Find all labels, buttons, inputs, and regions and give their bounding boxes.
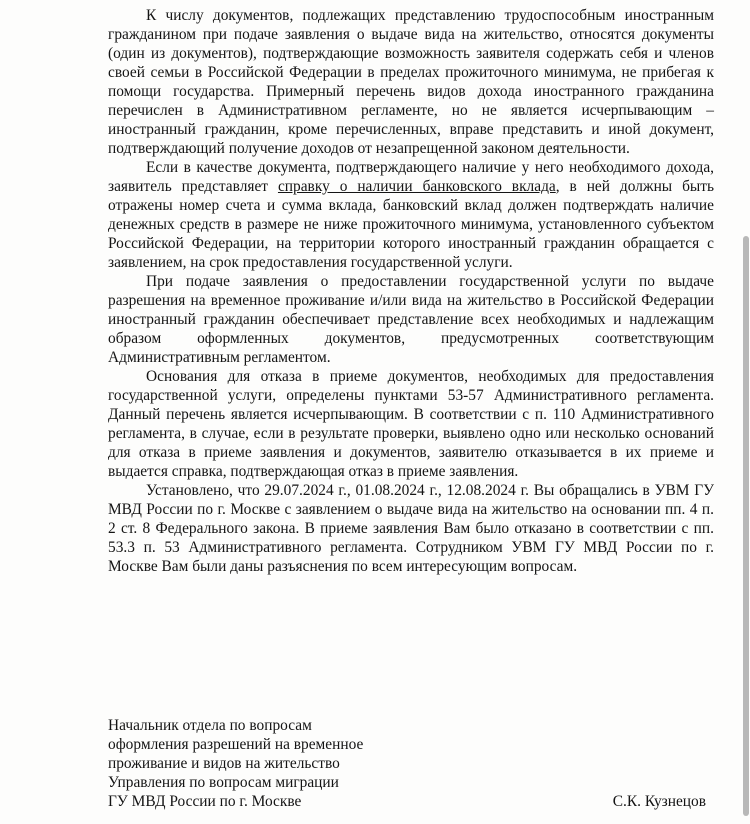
letter-body: [108, 6, 714, 576]
paragraph-refusal-grounds: Основания для отказа в приеме документов, необходимых для предоставления государственной услуги, определены пунктами 53-57 Административного регламента. Данный перечень является исчерпывающим. В соответствии с п. 110 Административного регламента, в случае, если в результате проверки, выявлено одно или несколько оснований для отказа в приеме заявления и документов, заявителю отказывается в их приеме и выдается справка, подтверждающая отказ в приеме заявления.: [108, 368, 714, 480]
signature-block: [108, 716, 714, 811]
signature-position-line: Начальник отдела по вопросам: [108, 717, 312, 734]
paragraph-income-documents: К числу документов, подлежащих представлению трудоспособным иностранным гражданином при подаче заявления о выдаче вида на жительство, относятся документы (один из документов), подтверждающие возможность заявителя содержать себя и членов своей семьи в Российской Федерации в пределах прожиточного минимума, не прибегая к помощи государства. Примерный перечень видов дохода иностранного гражданина перечислен в Административном регламенте, но не является исчерпывающим – иностранный гражданин, кроме перечисленных, вправе представить и иной документ, подтверждающий получение доходов от незапрещенной законом деятельности.: [108, 7, 714, 157]
paragraph-bank-deposit: [108, 158, 714, 272]
scrollbar-thumb[interactable]: [743, 236, 749, 816]
signature-position-line: оформления разрешений на временное: [108, 736, 364, 753]
paragraph-application-documents: При подаче заявления о предоставлении государственной услуги по выдаче разрешения на временное проживание и/или вида на жительство в Российской Федерации иностранный гражданин обеспечивает представление всех необходимых и надлежащим образом оформленных документов, предусмотренных соответствующим Административным регламентом.: [108, 273, 714, 366]
signatory-name: С.К. Кузнецов: [612, 793, 706, 810]
paragraph-bank-deposit-end: , в ней должны быть отражены номер счета и сумма вклада, банковский вклад должен подтверждать наличие денежных средств в размере не ниже прожиточного минимума, установленного субъектом Российской Федерации, на территории которого иностранный гражданин обращается с заявлением, на срок предоставления государственной услуги.: [108, 178, 714, 271]
signature-position-line: проживание и видов на жительство: [108, 755, 340, 772]
paragraph-established-facts: Установлено, что 29.07.2024 г., 01.08.2024 г., 12.08.2024 г. Вы обращались в УВМ ГУ МВД России по г. Москве с заявлением о выдаче вида на жительство на основании пп. 4 п. 2 ст. 8 Федерального закона. В приеме заявления Вам было отказано в соответствии с пп. 53.3 п. 53 Административного регламента. Сотрудником УВМ ГУ МВД России по г. Москве Вам были даны разъяснения по всем интересующим вопросам.: [108, 482, 714, 575]
bank-deposit-certificate-phrase: справку о наличии банковского вклада: [277, 178, 556, 195]
vertical-scrollbar[interactable]: [740, 0, 750, 824]
signature-position-line: Управления по вопросам миграции: [108, 774, 339, 791]
paragraph-bank-deposit-start: Если в качестве документа, подтверждающего наличие у него необходимого дохода, заявитель представляет: [108, 159, 714, 195]
signature-position-line: ГУ МВД России по г. Москве: [108, 793, 302, 810]
